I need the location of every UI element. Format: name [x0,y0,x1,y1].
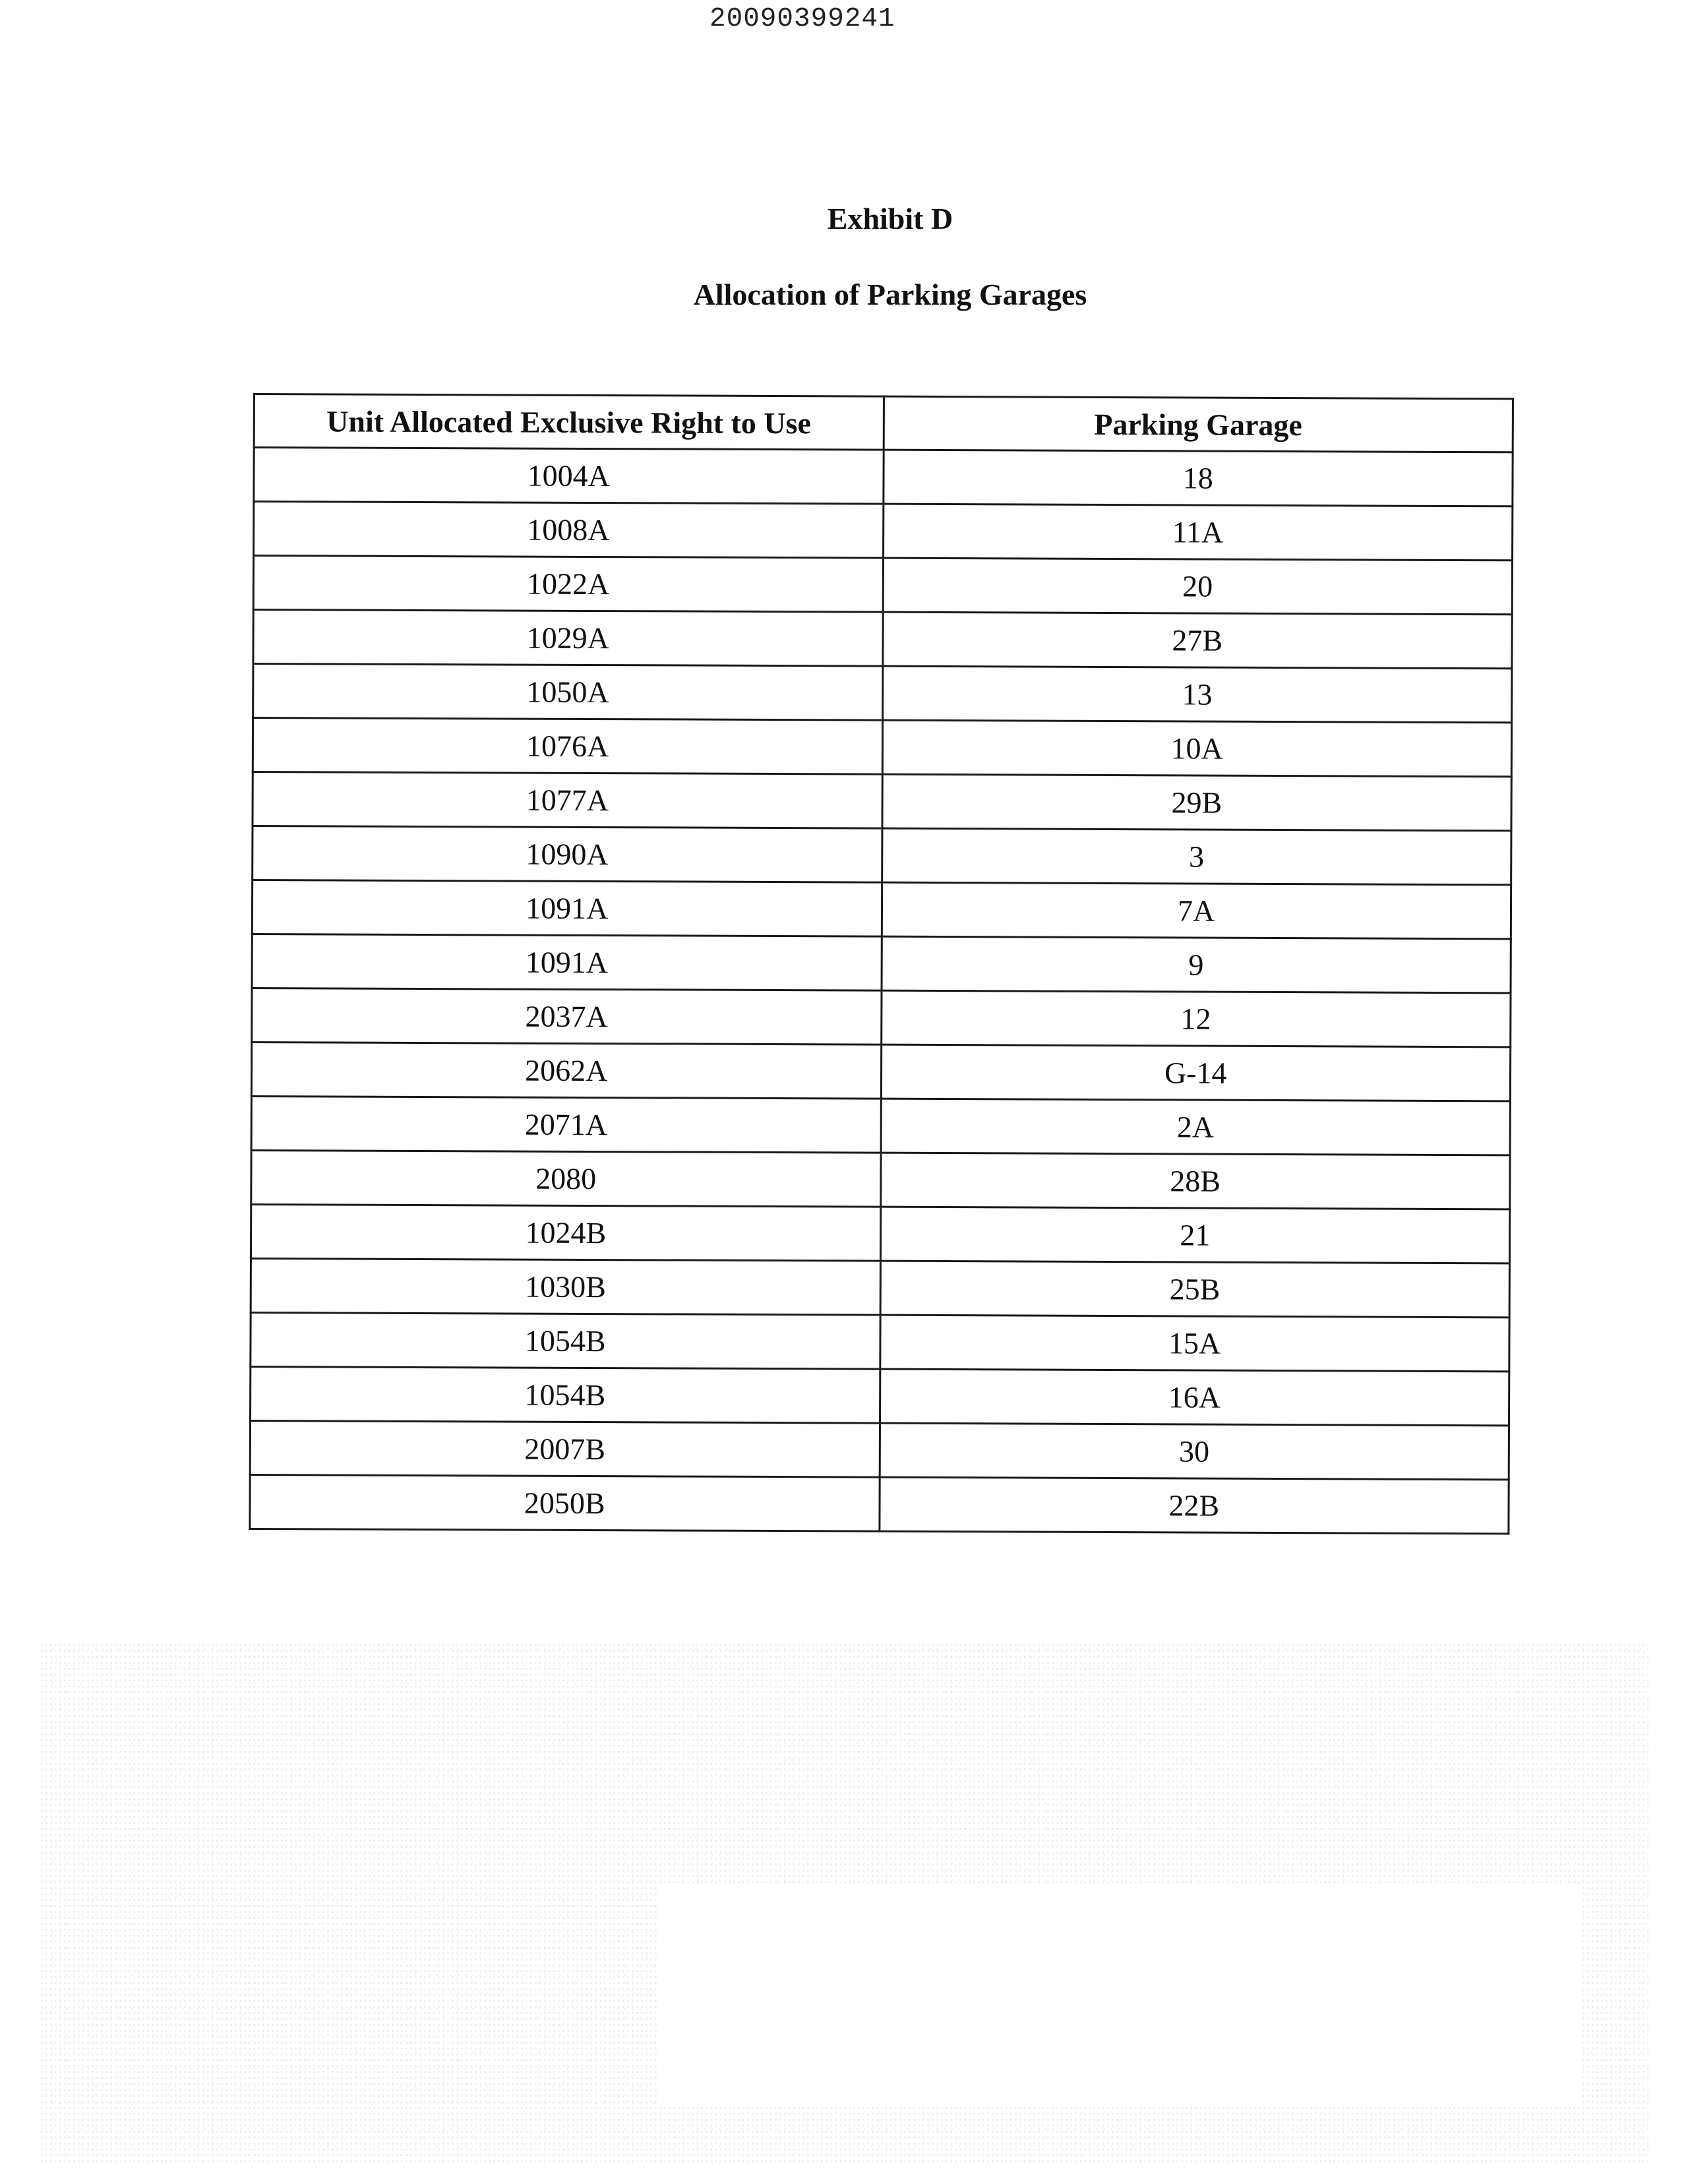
parking-garage-cell: 18 [883,450,1513,506]
unit-cell: 1004A [254,448,884,504]
unit-cell: 1022A [253,556,883,613]
unit-cell: 1008A [254,502,884,559]
column-header-parking-garage: Parking Garage [884,396,1513,452]
parking-garage-cell: 15A [880,1315,1509,1372]
column-header-unit: Unit Allocated Exclusive Right to Use [254,394,884,450]
table-row [250,1474,1509,1533]
table-row [251,1366,1509,1425]
table-row [251,1312,1509,1371]
table-row [253,610,1512,669]
parking-garage-cell: 10A [882,720,1512,777]
table-row [253,772,1511,831]
table-row [252,880,1511,939]
parking-garage-cell: 30 [880,1423,1509,1480]
table-row [251,1150,1510,1209]
parking-garage-cell: 27B [882,612,1512,669]
table-row [253,826,1511,885]
unit-cell: 1077A [253,772,882,829]
unit-cell: 1090A [253,826,882,883]
allocation-table-container [249,393,1514,1534]
table-row [253,556,1512,615]
unit-cell: 1076A [253,718,882,775]
unit-cell: 1030B [251,1258,880,1315]
parking-garage-cell: 21 [880,1207,1510,1263]
table-row [254,502,1513,561]
unit-cell: 1091A [252,934,882,990]
parking-garage-cell: 22B [879,1477,1509,1534]
table-row [251,1042,1510,1101]
parking-allocation-table [249,393,1514,1534]
table-row [254,448,1513,506]
table-row [250,1420,1509,1479]
parking-garage-cell: 25B [880,1261,1510,1318]
parking-garage-cell: G-14 [881,1045,1511,1101]
unit-cell: 2037A [252,988,882,1045]
unit-cell: 1054B [251,1312,880,1369]
unit-cell: 1029A [253,610,883,667]
table-row [251,1204,1509,1263]
parking-garage-cell: 20 [883,558,1513,615]
table-row [252,988,1511,1046]
parking-garage-cell: 7A [882,882,1511,939]
unit-cell: 1050A [253,664,883,721]
exhibit-title: Exhibit D [827,202,953,235]
parking-garage-cell: 13 [882,666,1512,723]
unit-cell: 2050B [250,1474,880,1531]
table-row [251,1258,1509,1317]
document-number: 20090399241 [709,4,895,34]
table-row [251,1096,1510,1155]
parking-garage-cell: 12 [881,990,1511,1047]
parking-garage-cell: 3 [882,828,1511,885]
parking-garage-cell: 16A [880,1369,1509,1426]
parking-garage-cell: 2A [881,1099,1511,1155]
table-header-row [254,394,1513,452]
table-row [252,934,1511,992]
unit-cell: 2080 [251,1150,881,1207]
parking-garage-cell: 28B [880,1153,1510,1209]
page-title: Allocation of Parking Garages [693,278,1087,311]
unit-cell: 1091A [252,880,882,937]
unit-cell: 2062A [251,1042,881,1099]
table-row [253,718,1511,777]
table-body [250,448,1513,1534]
parking-garage-cell: 29B [882,774,1511,831]
unit-cell: 1024B [251,1204,880,1261]
unit-cell: 2071A [251,1096,881,1153]
parking-garage-cell: 11A [883,504,1513,561]
scan-noise-clear-area [659,1886,1582,2104]
unit-cell: 2007B [250,1420,880,1477]
unit-cell: 1054B [251,1366,880,1423]
table-row [253,664,1512,723]
parking-garage-cell: 9 [882,936,1511,993]
